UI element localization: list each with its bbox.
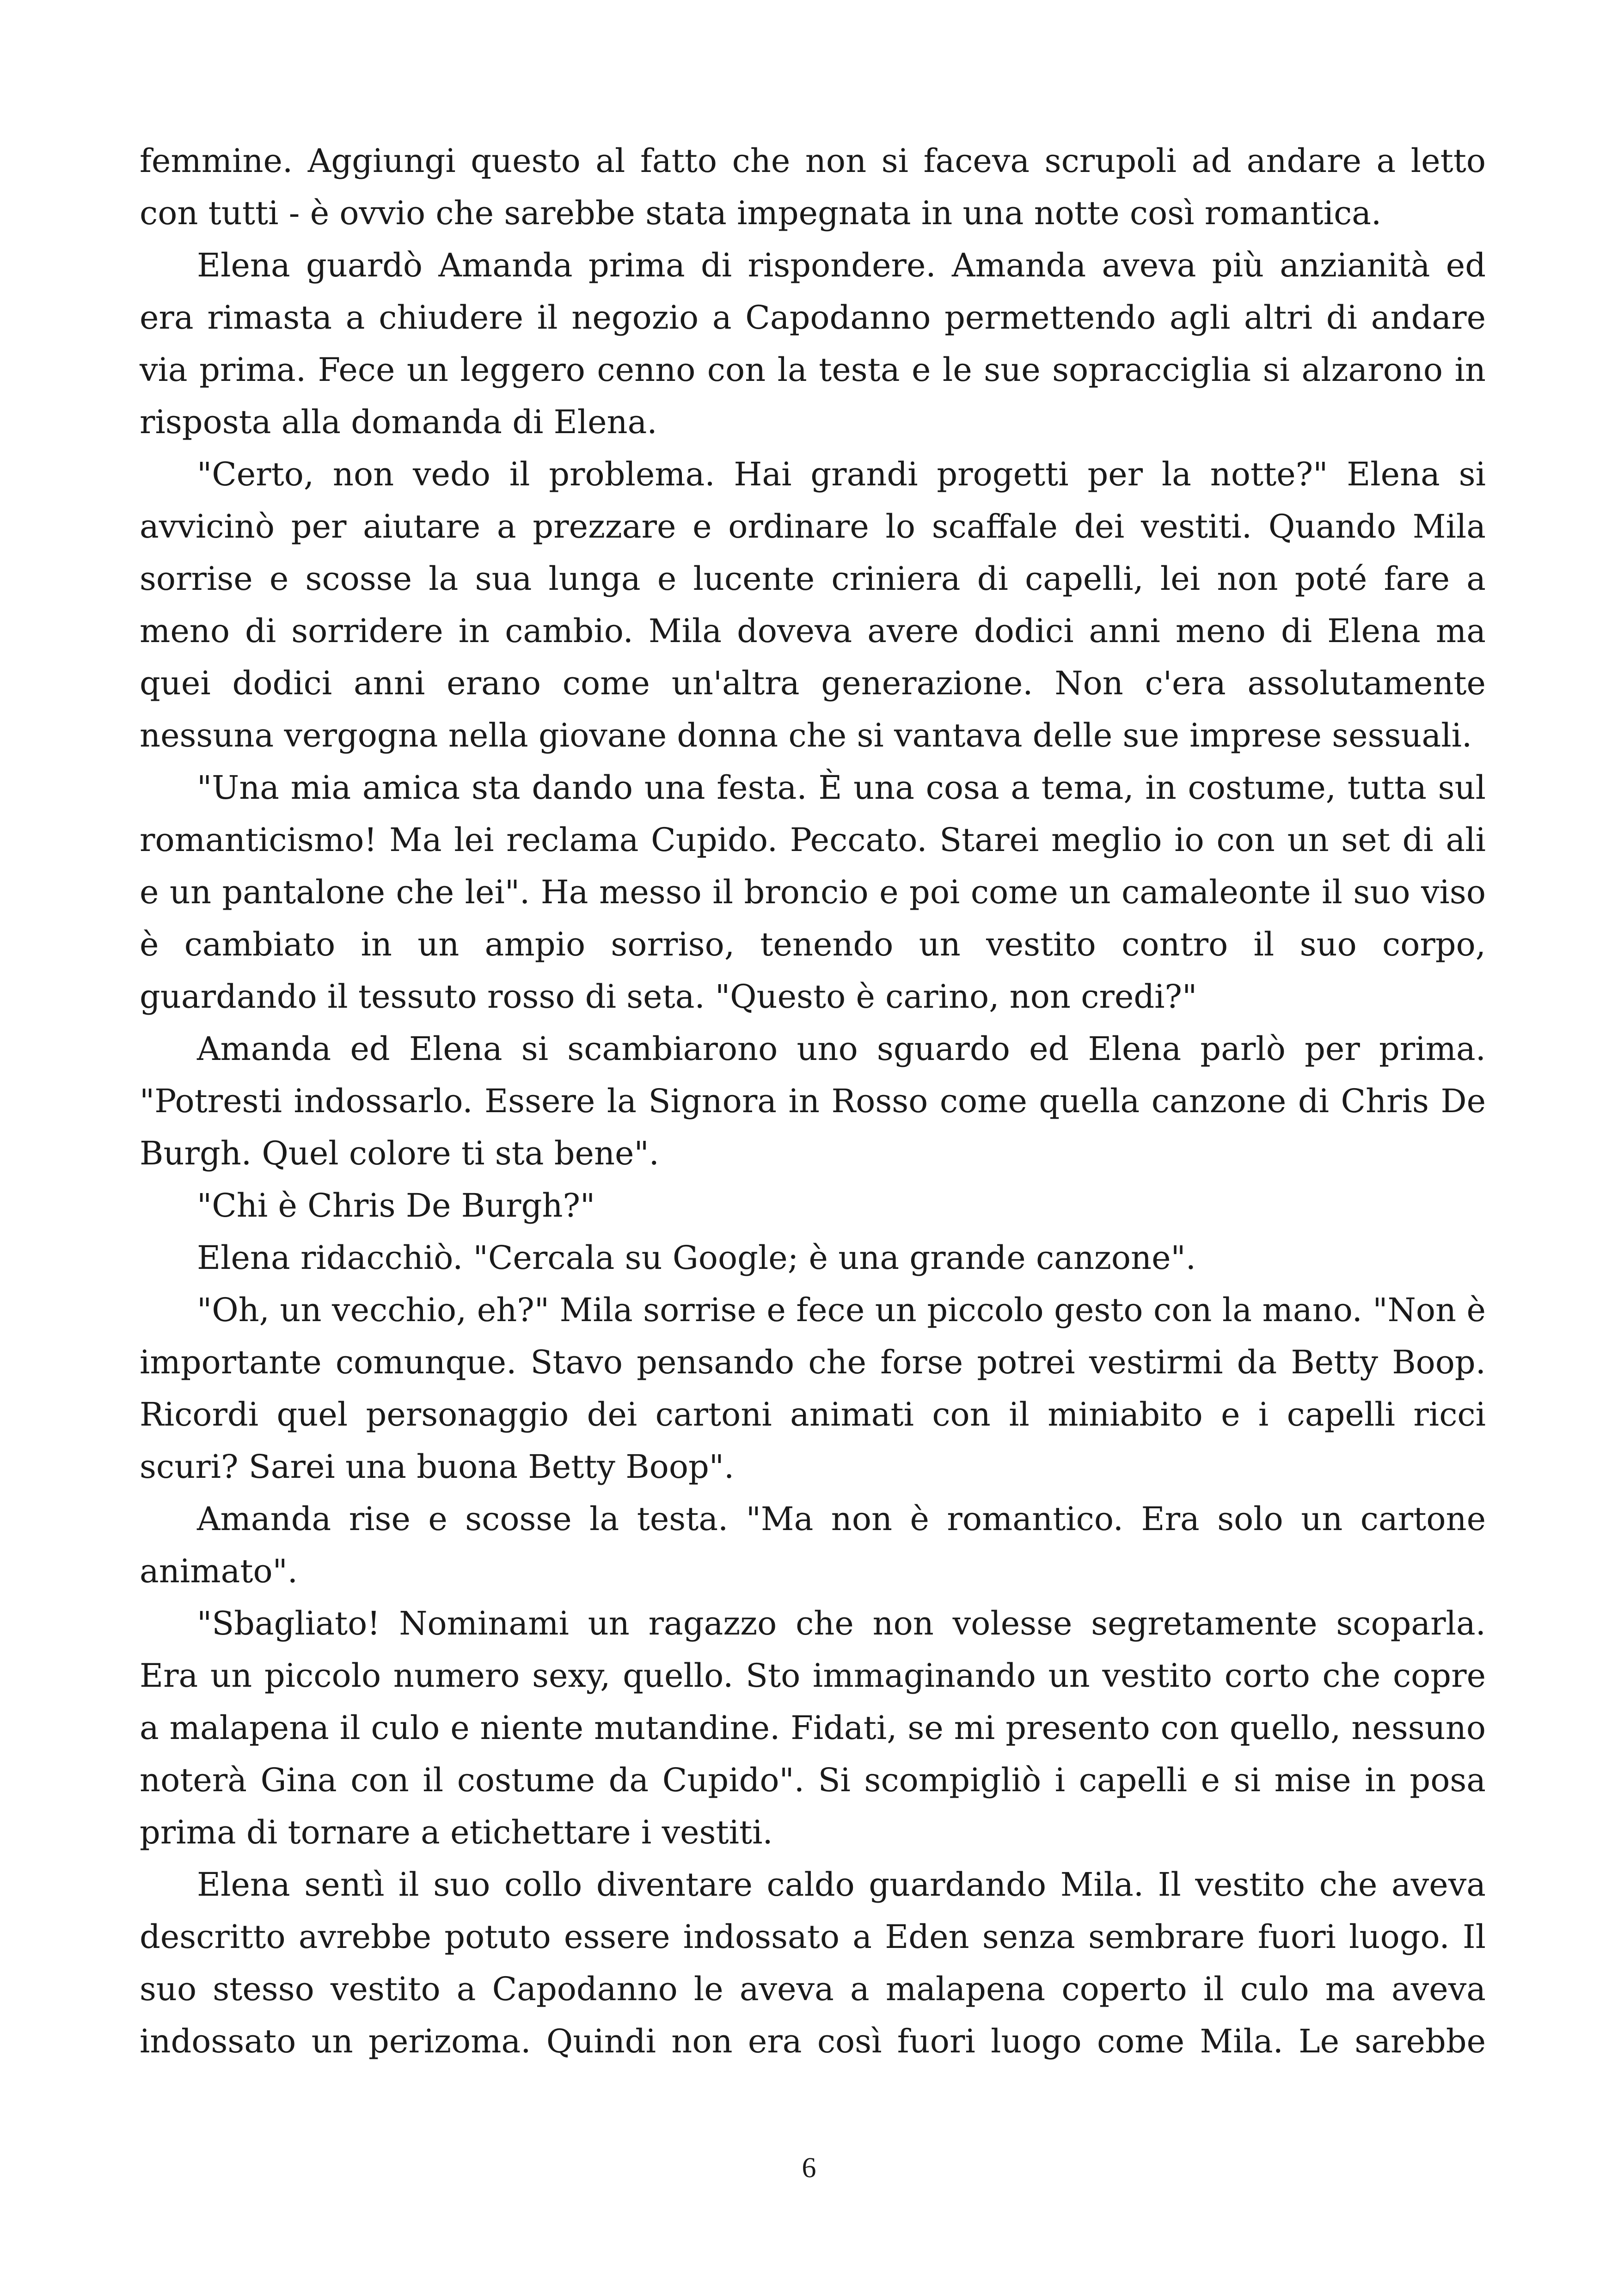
paragraph: "Chi è Chris De Burgh?"	[197, 1187, 595, 1225]
paragraph: "Oh, un vecchio, eh?" Mila sorrise e fece un piccolo gesto con la mano. "Non è importante comunque. Stavo pensando che forse potrei vestirmi da Betty Boop. Ricordi quel personaggio dei cartoni animati con il miniabito e i capelli ricci scuri? Sarei una buona Betty Boop".	[140, 1291, 1486, 1486]
paragraph: femmine. Aggiungi questo al fatto che non si faceva scrupoli ad andare a letto con tutti - è ovvio che sarebbe stata impegnata in una notte così romantica.	[140, 142, 1486, 232]
paragraph: Elena guardò Amanda prima di rispondere. Amanda aveva più anzianità ed era rimasta a chiudere il negozio a Capodanno permettendo agli altri di andare via prima. Fece un leggero cenno con la testa e le sue sopracciglia si alzarono in risposta alla domanda di Elena.	[140, 246, 1486, 441]
page-number: 6	[802, 2152, 816, 2184]
paragraph: Elena sentì il suo collo diventare caldo guardando Mila. Il vestito che aveva descritto avrebbe potuto essere indossato a Eden senza sembrare fuori luogo. Il suo stesso vestito a Capodanno le aveva a malapena coperto il culo ma aveva indossato un perizoma. Quindi non era così fuori luogo come Mila. Le sarebbe	[140, 1866, 1486, 2060]
paragraph: "Sbagliato! Nominami un ragazzo che non volesse segretamente scoparla. Era un piccolo numero sexy, quello. Sto immaginando un vestito corto che copre a malapena il culo e niente mutandine. Fidati, se mi presento con quello, nessuno noterà Gina con il costume da Cupido". Si scompigliò i capelli e si mise in posa prima di tornare a etichettare i vestiti.	[140, 1604, 1486, 1851]
paragraph: "Certo, non vedo il problema. Hai grandi progetti per la notte?" Elena si avvicinò per aiutare a prezzare e ordinare lo scaffale dei vestiti. Quando Mila sorrise e scosse la sua lunga e lucente criniera di capelli, lei non poté fare a meno di sorridere in cambio. Mila doveva avere dodici anni meno di Elena ma quei dodici anni erano come un'altra generazione. Non c'era assolutamente nessuna vergogna nella giovane donna che si vantava delle sue imprese sessuali.	[140, 455, 1486, 754]
text-body	[140, 135, 1486, 2068]
paragraph: Amanda rise e scosse la testa. "Ma non è romantico. Era solo un cartone animato".	[140, 1500, 1486, 1590]
paragraph: Elena ridacchiò. "Cercala su Google; è una grande canzone".	[197, 1239, 1196, 1277]
paragraph: Amanda ed Elena si scambiarono uno sguardo ed Elena parlò per prima. "Potresti indossarlo. Essere la Signora in Rosso come quella canzone di Chris De Burgh. Quel colore ti sta bene".	[140, 1030, 1486, 1172]
paragraph: "Una mia amica sta dando una festa. È una cosa a tema, in costume, tutta sul romanticismo! Ma lei reclama Cupido. Peccato. Starei meglio io con un set di ali e un pantalone che lei". Ha messo il broncio e poi come un camaleonte il suo viso è cambiato in un ampio sorriso, tenendo un vestito contro il suo corpo, guardando il tessuto rosso di seta. "Questo è carino, non credi?"	[140, 769, 1486, 1016]
